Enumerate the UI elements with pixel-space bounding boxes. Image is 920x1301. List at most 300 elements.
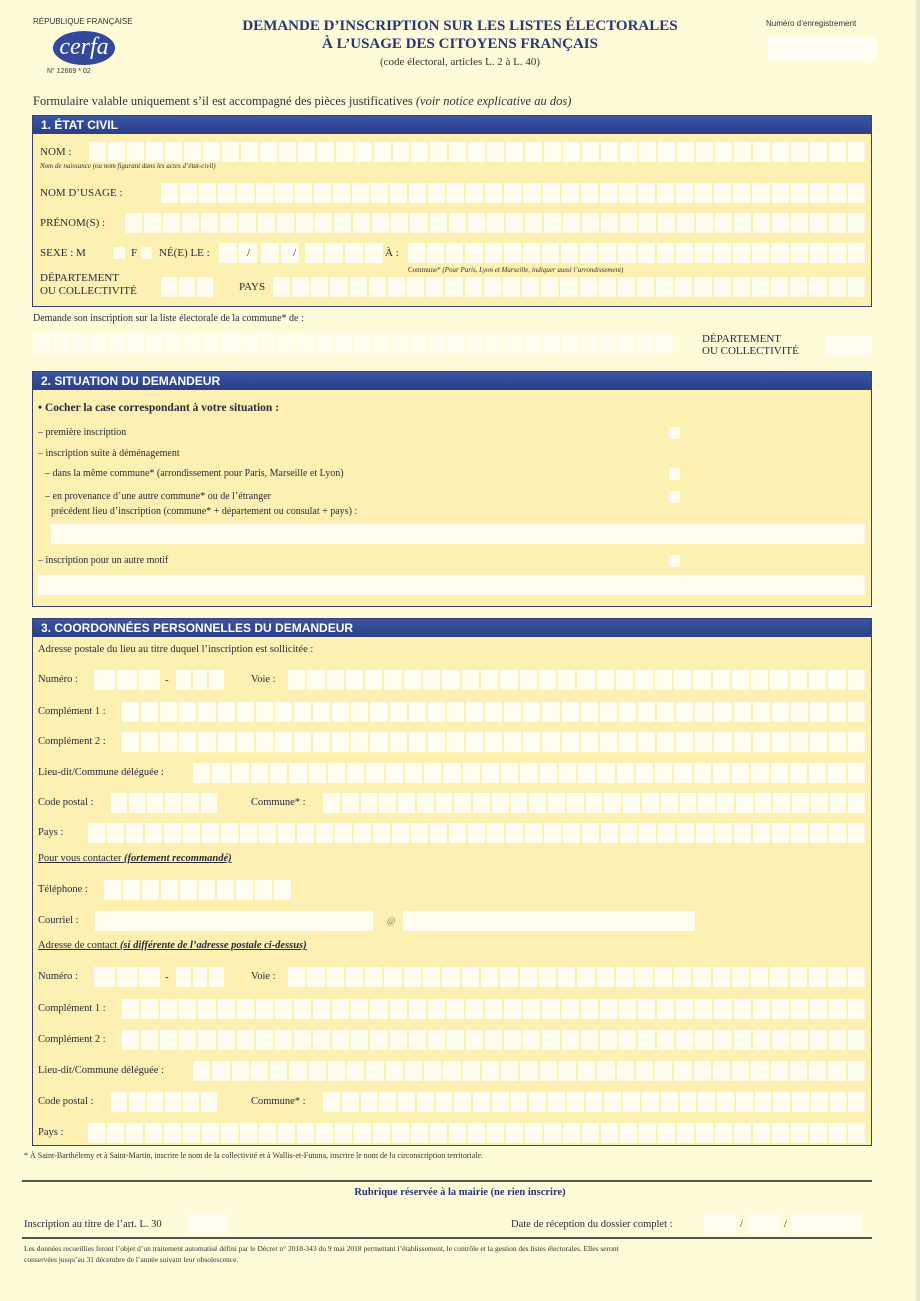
char-cell[interactable] (848, 702, 865, 722)
char-cell[interactable] (772, 1123, 789, 1143)
char-cell[interactable] (129, 1092, 145, 1112)
autre-motif-field[interactable] (38, 575, 865, 595)
char-cell[interactable] (336, 142, 353, 162)
char-cell[interactable] (604, 793, 621, 813)
char-cell[interactable] (219, 243, 237, 263)
char-cell[interactable] (792, 1092, 809, 1112)
char-cell[interactable] (717, 793, 734, 813)
char-cell[interactable] (753, 142, 770, 162)
char-cell[interactable] (600, 183, 617, 203)
char-cell[interactable] (732, 967, 749, 987)
char-cell[interactable] (332, 702, 349, 722)
premiere-inscription-checkbox[interactable] (669, 427, 680, 439)
char-cell[interactable] (410, 213, 427, 233)
char-cell[interactable] (193, 763, 210, 783)
char-cell[interactable] (582, 213, 599, 233)
char-cell[interactable] (462, 967, 479, 987)
char-cell[interactable] (141, 732, 158, 752)
char-cell[interactable] (275, 702, 292, 722)
char-cell[interactable] (345, 243, 363, 263)
char-cell[interactable] (222, 334, 239, 354)
char-cell[interactable] (734, 999, 751, 1019)
char-cell[interactable] (658, 213, 675, 233)
char-cell[interactable] (791, 142, 808, 162)
char-cell[interactable] (676, 702, 693, 722)
char-cell[interactable] (429, 334, 446, 354)
char-cell[interactable] (770, 670, 787, 690)
char-cell[interactable] (736, 1092, 753, 1112)
char-cell[interactable] (209, 967, 224, 987)
char-cell[interactable] (676, 183, 693, 203)
contact-codepostal-field[interactable] (111, 1092, 217, 1112)
char-cell[interactable] (201, 213, 218, 233)
commune-inscription-field[interactable] (33, 334, 673, 354)
char-cell[interactable] (501, 1061, 518, 1081)
char-cell[interactable] (183, 823, 200, 843)
char-cell[interactable] (369, 277, 386, 297)
char-cell[interactable] (540, 1061, 557, 1081)
char-cell[interactable] (520, 967, 537, 987)
char-cell[interactable] (142, 880, 159, 900)
char-cell[interactable] (600, 999, 617, 1019)
char-cell[interactable] (33, 334, 50, 354)
char-cell[interactable] (409, 732, 426, 752)
char-cell[interactable] (126, 1123, 143, 1143)
char-cell[interactable] (365, 243, 383, 263)
char-cell[interactable] (237, 1030, 254, 1050)
char-cell[interactable] (828, 1061, 845, 1081)
char-cell[interactable] (353, 213, 370, 233)
char-cell[interactable] (139, 967, 160, 987)
char-cell[interactable] (179, 732, 196, 752)
char-cell[interactable] (542, 702, 559, 722)
char-cell[interactable] (417, 793, 434, 813)
char-cell[interactable] (386, 763, 403, 783)
char-cell[interactable] (163, 213, 180, 233)
char-cell[interactable] (523, 732, 540, 752)
complement2-field[interactable] (122, 732, 865, 752)
char-cell[interactable] (848, 1123, 865, 1143)
char-cell[interactable] (183, 1092, 199, 1112)
char-cell[interactable] (658, 823, 675, 843)
char-cell[interactable] (810, 999, 827, 1019)
char-cell[interactable] (790, 1061, 807, 1081)
char-cell[interactable] (828, 967, 845, 987)
char-cell[interactable] (161, 183, 178, 203)
char-cell[interactable] (562, 999, 579, 1019)
char-cell[interactable] (599, 243, 616, 263)
char-cell[interactable] (713, 670, 730, 690)
char-cell[interactable] (122, 732, 139, 752)
char-cell[interactable] (423, 967, 440, 987)
char-cell[interactable] (390, 999, 407, 1019)
char-cell[interactable] (715, 142, 732, 162)
char-cell[interactable] (848, 823, 865, 843)
char-cell[interactable] (577, 670, 594, 690)
char-cell[interactable] (313, 702, 330, 722)
char-cell[interactable] (467, 334, 484, 354)
char-cell[interactable] (753, 213, 770, 233)
numero-suffix-field[interactable] (176, 670, 224, 690)
char-cell[interactable] (811, 1092, 828, 1112)
char-cell[interactable] (696, 823, 713, 843)
char-cell[interactable] (586, 1092, 603, 1112)
char-cell[interactable] (695, 183, 712, 203)
char-cell[interactable] (542, 1030, 559, 1050)
reception-month-field[interactable] (748, 1214, 780, 1234)
char-cell[interactable] (325, 243, 343, 263)
char-cell[interactable] (693, 670, 710, 690)
char-cell[interactable] (275, 183, 292, 203)
char-cell[interactable] (619, 999, 636, 1019)
char-cell[interactable] (829, 277, 846, 297)
char-cell[interactable] (466, 999, 483, 1019)
char-cell[interactable] (674, 1061, 691, 1081)
char-cell[interactable] (623, 1092, 640, 1112)
char-cell[interactable] (468, 823, 485, 843)
char-cell[interactable] (542, 732, 559, 752)
char-cell[interactable] (505, 334, 522, 354)
char-cell[interactable] (294, 732, 311, 752)
char-cell[interactable] (146, 142, 163, 162)
char-cell[interactable] (179, 277, 195, 297)
char-cell[interactable] (810, 823, 827, 843)
char-cell[interactable] (449, 142, 466, 162)
char-cell[interactable] (698, 1092, 715, 1112)
pays-field[interactable] (273, 277, 865, 297)
char-cell[interactable] (620, 1123, 637, 1143)
char-cell[interactable] (619, 732, 636, 752)
char-cell[interactable] (770, 967, 787, 987)
char-cell[interactable] (562, 1030, 579, 1050)
char-cell[interactable] (734, 142, 751, 162)
char-cell[interactable] (698, 793, 715, 813)
char-cell[interactable] (541, 277, 558, 297)
char-cell[interactable] (772, 213, 789, 233)
char-cell[interactable] (616, 670, 633, 690)
char-cell[interactable] (193, 967, 208, 987)
char-cell[interactable] (829, 999, 846, 1019)
char-cell[interactable] (365, 670, 382, 690)
char-cell[interactable] (601, 823, 618, 843)
char-cell[interactable] (506, 142, 523, 162)
char-cell[interactable] (179, 702, 196, 722)
char-cell[interactable] (292, 277, 309, 297)
char-cell[interactable] (144, 213, 161, 233)
char-cell[interactable] (411, 823, 428, 843)
char-cell[interactable] (141, 1030, 158, 1050)
char-cell[interactable] (790, 967, 807, 987)
char-cell[interactable] (736, 793, 753, 813)
char-cell[interactable] (409, 183, 426, 203)
char-cell[interactable] (734, 213, 751, 233)
char-cell[interactable] (581, 183, 598, 203)
char-cell[interactable] (261, 243, 279, 263)
char-cell[interactable] (753, 1123, 770, 1143)
char-cell[interactable] (165, 793, 181, 813)
char-cell[interactable] (539, 670, 556, 690)
commune-field[interactable] (323, 793, 865, 813)
char-cell[interactable] (752, 277, 769, 297)
char-cell[interactable] (580, 277, 597, 297)
char-cell[interactable] (485, 732, 502, 752)
char-cell[interactable] (409, 702, 426, 722)
contact-pays-field[interactable] (88, 1123, 865, 1143)
char-cell[interactable] (656, 277, 673, 297)
char-cell[interactable] (580, 243, 597, 263)
inscription-art-field[interactable] (188, 1214, 228, 1234)
char-cell[interactable] (443, 763, 460, 783)
char-cell[interactable] (540, 763, 557, 783)
char-cell[interactable] (161, 277, 177, 297)
char-cell[interactable] (209, 670, 224, 690)
char-cell[interactable] (355, 142, 372, 162)
char-cell[interactable] (289, 763, 306, 783)
char-cell[interactable] (599, 277, 616, 297)
char-cell[interactable] (323, 793, 340, 813)
char-cell[interactable] (297, 823, 314, 843)
char-cell[interactable] (88, 1123, 105, 1143)
char-cell[interactable] (511, 1092, 528, 1112)
char-cell[interactable] (332, 999, 349, 1019)
char-cell[interactable] (638, 999, 655, 1019)
char-cell[interactable] (620, 142, 637, 162)
char-cell[interactable] (270, 763, 287, 783)
char-cell[interactable] (752, 243, 769, 263)
char-cell[interactable] (351, 999, 368, 1019)
char-cell[interactable] (333, 183, 350, 203)
char-cell[interactable] (525, 1123, 542, 1143)
char-cell[interactable] (447, 732, 464, 752)
char-cell[interactable] (544, 142, 561, 162)
char-cell[interactable] (616, 967, 633, 987)
char-cell[interactable] (466, 183, 483, 203)
char-cell[interactable] (373, 1123, 390, 1143)
char-cell[interactable] (117, 967, 138, 987)
precedent-lieu-field[interactable] (51, 524, 865, 544)
char-cell[interactable] (657, 183, 674, 203)
char-cell[interactable] (810, 702, 827, 722)
contact-voie-field[interactable] (288, 967, 865, 987)
char-cell[interactable] (442, 967, 459, 987)
char-cell[interactable] (390, 1030, 407, 1050)
char-cell[interactable] (791, 999, 808, 1019)
char-cell[interactable] (485, 999, 502, 1019)
char-cell[interactable] (482, 763, 499, 783)
char-cell[interactable] (313, 1030, 330, 1050)
char-cell[interactable] (713, 967, 730, 987)
char-cell[interactable] (504, 732, 521, 752)
char-cell[interactable] (717, 1092, 734, 1112)
complement1-field[interactable] (122, 702, 865, 722)
char-cell[interactable] (563, 823, 580, 843)
char-cell[interactable] (351, 732, 368, 752)
char-cell[interactable] (180, 880, 197, 900)
char-cell[interactable] (139, 670, 160, 690)
char-cell[interactable] (379, 1092, 396, 1112)
char-cell[interactable] (275, 1030, 292, 1050)
char-cell[interactable] (772, 183, 789, 203)
char-cell[interactable] (500, 967, 517, 987)
char-cell[interactable] (275, 999, 292, 1019)
char-cell[interactable] (146, 334, 163, 354)
char-cell[interactable] (695, 243, 712, 263)
char-cell[interactable] (311, 277, 328, 297)
char-cell[interactable] (676, 732, 693, 752)
char-cell[interactable] (203, 142, 220, 162)
char-cell[interactable] (563, 142, 580, 162)
char-cell[interactable] (448, 334, 465, 354)
contact-complement2-field[interactable] (122, 1030, 865, 1050)
char-cell[interactable] (753, 702, 770, 722)
char-cell[interactable] (388, 277, 405, 297)
char-cell[interactable] (755, 1092, 772, 1112)
char-cell[interactable] (274, 880, 291, 900)
char-cell[interactable] (327, 670, 344, 690)
char-cell[interactable] (201, 793, 217, 813)
char-cell[interactable] (580, 334, 597, 354)
char-cell[interactable] (164, 1123, 181, 1143)
char-cell[interactable] (492, 1092, 509, 1112)
char-cell[interactable] (771, 1061, 788, 1081)
char-cell[interactable] (466, 702, 483, 722)
char-cell[interactable] (218, 702, 235, 722)
char-cell[interactable] (773, 793, 790, 813)
char-cell[interactable] (661, 793, 678, 813)
char-cell[interactable] (714, 277, 731, 297)
char-cell[interactable] (657, 243, 674, 263)
char-cell[interactable] (809, 1061, 826, 1081)
char-cell[interactable] (694, 1061, 711, 1081)
char-cell[interactable] (582, 1123, 599, 1143)
reception-year-field[interactable] (792, 1214, 862, 1234)
char-cell[interactable] (468, 213, 485, 233)
char-cell[interactable] (332, 1030, 349, 1050)
char-cell[interactable] (463, 1061, 480, 1081)
char-cell[interactable] (734, 1123, 751, 1143)
char-cell[interactable] (122, 702, 139, 722)
char-cell[interactable] (567, 1092, 584, 1112)
char-cell[interactable] (179, 1030, 196, 1050)
char-cell[interactable] (256, 183, 273, 203)
char-cell[interactable] (405, 763, 422, 783)
char-cell[interactable] (830, 793, 847, 813)
char-cell[interactable] (352, 183, 369, 203)
nom-usage-field[interactable] (161, 183, 865, 203)
char-cell[interactable] (694, 277, 711, 297)
char-cell[interactable] (600, 1030, 617, 1050)
char-cell[interactable] (201, 1092, 217, 1112)
char-cell[interactable] (347, 1061, 364, 1081)
char-cell[interactable] (638, 732, 655, 752)
char-cell[interactable] (407, 277, 424, 297)
char-cell[interactable] (373, 334, 390, 354)
char-cell[interactable] (676, 1030, 693, 1050)
voie-field[interactable] (288, 670, 865, 690)
char-cell[interactable] (141, 999, 158, 1019)
char-cell[interactable] (734, 732, 751, 752)
char-cell[interactable] (240, 1123, 257, 1143)
char-cell[interactable] (506, 213, 523, 233)
char-cell[interactable] (620, 823, 637, 843)
char-cell[interactable] (751, 763, 768, 783)
char-cell[interactable] (342, 1092, 359, 1112)
char-cell[interactable] (71, 334, 88, 354)
char-cell[interactable] (617, 1061, 634, 1081)
char-cell[interactable] (256, 999, 273, 1019)
char-cell[interactable] (404, 670, 421, 690)
char-cell[interactable] (504, 243, 521, 263)
char-cell[interactable] (273, 277, 290, 297)
char-cell[interactable] (386, 1061, 403, 1081)
char-cell[interactable] (657, 999, 674, 1019)
char-cell[interactable] (361, 1092, 378, 1112)
char-cell[interactable] (390, 183, 407, 203)
char-cell[interactable] (199, 880, 216, 900)
char-cell[interactable] (715, 213, 732, 233)
char-cell[interactable] (202, 1123, 219, 1143)
char-cell[interactable] (449, 823, 466, 843)
char-cell[interactable] (294, 1030, 311, 1050)
char-cell[interactable] (772, 732, 789, 752)
char-cell[interactable] (277, 213, 294, 233)
char-cell[interactable] (315, 213, 332, 233)
char-cell[interactable] (351, 702, 368, 722)
char-cell[interactable] (111, 1092, 127, 1112)
char-cell[interactable] (676, 243, 693, 263)
char-cell[interactable] (141, 702, 158, 722)
char-cell[interactable] (620, 213, 637, 233)
char-cell[interactable] (371, 183, 388, 203)
char-cell[interactable] (218, 732, 235, 752)
char-cell[interactable] (548, 793, 565, 813)
char-cell[interactable] (390, 732, 407, 752)
char-cell[interactable] (313, 999, 330, 1019)
char-cell[interactable] (481, 670, 498, 690)
char-cell[interactable] (562, 334, 579, 354)
char-cell[interactable] (695, 732, 712, 752)
char-cell[interactable] (123, 880, 140, 900)
char-cell[interactable] (295, 183, 312, 203)
char-cell[interactable] (732, 1061, 749, 1081)
char-cell[interactable] (198, 732, 215, 752)
char-cell[interactable] (365, 967, 382, 987)
char-cell[interactable] (597, 967, 614, 987)
char-cell[interactable] (109, 334, 126, 354)
char-cell[interactable] (848, 183, 865, 203)
char-cell[interactable] (398, 1092, 415, 1112)
char-cell[interactable] (256, 1030, 273, 1050)
char-cell[interactable] (314, 183, 331, 203)
char-cell[interactable] (298, 142, 315, 162)
char-cell[interactable] (350, 277, 367, 297)
char-cell[interactable] (442, 670, 459, 690)
char-cell[interactable] (122, 1030, 139, 1050)
char-cell[interactable] (222, 142, 239, 162)
char-cell[interactable] (237, 702, 254, 722)
char-cell[interactable] (829, 243, 846, 263)
char-cell[interactable] (544, 823, 561, 843)
char-cell[interactable] (563, 213, 580, 233)
char-cell[interactable] (366, 763, 383, 783)
char-cell[interactable] (752, 183, 769, 203)
char-cell[interactable] (94, 967, 115, 987)
char-cell[interactable] (715, 1123, 732, 1143)
char-cell[interactable] (810, 213, 827, 233)
char-cell[interactable] (182, 213, 199, 233)
char-cell[interactable] (430, 213, 447, 233)
char-cell[interactable] (270, 1061, 287, 1081)
